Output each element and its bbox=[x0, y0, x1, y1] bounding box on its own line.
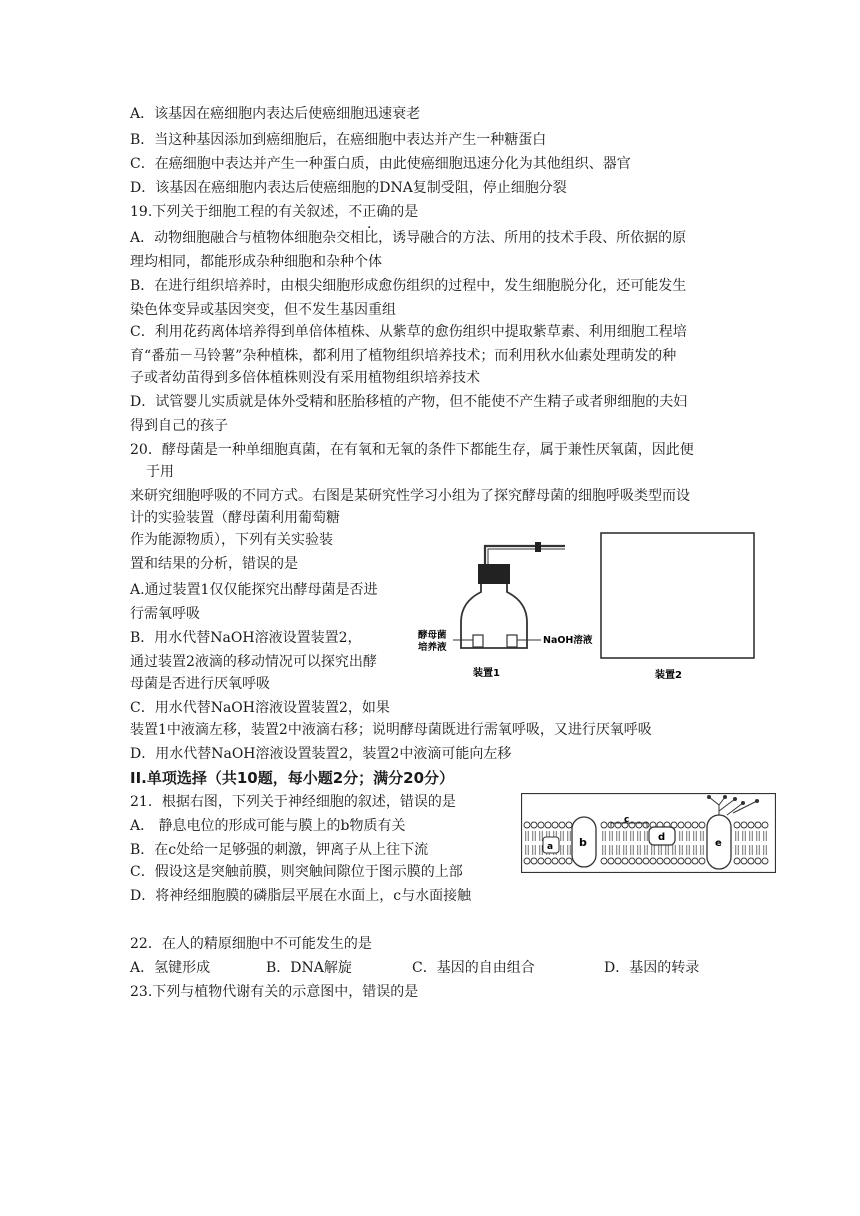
sugar-dot bbox=[723, 795, 727, 799]
phospholipid-head bbox=[545, 822, 551, 828]
phospholipid-head bbox=[699, 822, 705, 828]
phospholipid-head bbox=[734, 858, 740, 864]
q21-stem: 21．根据右图，下列关于神经细胞的叙述，错误的是 bbox=[130, 794, 456, 810]
q20-option-c-line1: C．用水代替NaOH溶液设置装置2，如果 bbox=[130, 700, 390, 716]
q22-option-d: D．基因的转录 bbox=[604, 960, 700, 976]
phospholipid-head bbox=[762, 858, 768, 864]
q21-option-d: D．将神经细胞膜的磷脂层平展在水面上，c与水面接触 bbox=[130, 888, 472, 904]
phospholipid-head bbox=[755, 858, 761, 864]
label-e: e bbox=[715, 838, 722, 849]
q20-stem-line1: 20．酵母菌是一种单细胞真菌，在有氧和无氧的条件下都能生存，属于兼性厌氧菌，因此便 bbox=[130, 442, 694, 458]
label-c: c bbox=[624, 815, 630, 825]
phospholipid-head bbox=[545, 858, 551, 864]
phospholipid-head bbox=[643, 858, 649, 864]
phospholipid-head bbox=[671, 858, 677, 864]
phospholipid-head bbox=[552, 822, 558, 828]
q20-option-a-line2: 行需氧呼吸 bbox=[130, 606, 200, 622]
q19-line: 育“番茄－马铃薯”杂种植株，都利用了植物组织培养技术；而利用秋水仙素处理萌发的种 bbox=[130, 348, 677, 364]
q20-stem-line4: 计的实验装置（酵母菌利用葡萄糖 bbox=[130, 510, 340, 526]
phospholipid-head bbox=[692, 858, 698, 864]
phospholipid-head bbox=[692, 822, 698, 828]
phospholipid-head bbox=[566, 822, 572, 828]
phospholipid-head bbox=[566, 858, 572, 864]
phospholipid-head bbox=[685, 822, 691, 828]
naoh-label: NaOH溶液 bbox=[543, 635, 593, 646]
phospholipid-head bbox=[678, 858, 684, 864]
phospholipid-head bbox=[524, 822, 530, 828]
q18-option-c: C．在癌细胞中表达并产生一种蛋白质，由此使癌细胞迅速分化为其他组织、器官 bbox=[130, 156, 631, 172]
q20-stem-line3: 来研究细胞呼吸的不同方式。右图是某研究性学习小组为了探究酵母菌的细胞呼吸类型而设 bbox=[130, 488, 690, 504]
q21-option-b: B．在c处给一足够强的刺激，钾离子从上往下流 bbox=[130, 842, 429, 858]
phospholipid-head bbox=[531, 822, 537, 828]
q22-option-b: B．DNA解旋 bbox=[266, 960, 352, 976]
q19-line: 理均相同，都能形成杂种细胞和杂种个体 bbox=[130, 254, 382, 270]
q18-option-d: D．该基因在癌细胞内表达后使癌细胞的DNA复制受阻，停止细胞分裂 bbox=[130, 180, 567, 196]
apparatus-2-caption: 装置2 bbox=[655, 670, 682, 681]
yeast-apparatus-figure bbox=[415, 530, 760, 685]
apparatus-1-caption: 装置1 bbox=[473, 668, 500, 679]
q18-option-a: A．该基因在癌细胞内表达后使癌细胞迅速衰老 bbox=[130, 106, 421, 122]
phospholipid-head bbox=[622, 858, 628, 864]
phospholipid-head bbox=[734, 822, 740, 828]
phospholipid-head bbox=[650, 858, 656, 864]
q21-option-a: A． 静息电位的形成可能与膜上的b物质有关 bbox=[130, 818, 406, 834]
phospholipid-head bbox=[601, 822, 607, 828]
q19-line: A．动物细胞融合与植物体细胞杂交相比，诱导融合的方法、所用的技术手段、所依据的原 bbox=[130, 230, 687, 246]
q19-line: D．试管婴儿实质就是体外受精和胚胎移植的产物，但不能使不产生精子或者卵细胞的夫妇 bbox=[130, 394, 688, 410]
q23-stem: 23.下列与植物代谢有关的示意图中，错误的是 bbox=[130, 984, 419, 1000]
phospholipid-head bbox=[552, 858, 558, 864]
phospholipid-head bbox=[608, 858, 614, 864]
phospholipid-head bbox=[678, 822, 684, 828]
q19-line: 子或者幼苗得到多倍体植株则没有采用植物组织培养技术 bbox=[130, 370, 480, 386]
label-a: a bbox=[547, 842, 554, 852]
phospholipid-head bbox=[538, 858, 544, 864]
sugar-dot bbox=[733, 797, 737, 801]
sugar-dot bbox=[755, 799, 759, 803]
sugar-dot bbox=[741, 801, 745, 805]
phospholipid-head bbox=[664, 858, 670, 864]
phospholipid-head bbox=[685, 858, 691, 864]
q19-line: 染色体变异或基因突变，但不发生基因重组 bbox=[130, 302, 396, 318]
q19-stem-pre: 19.下列关于细胞工程的有关叙述， bbox=[130, 204, 349, 220]
phospholipid-head bbox=[762, 822, 768, 828]
q20-stem-line2: 于用 bbox=[146, 464, 174, 480]
cell-membrane-figure bbox=[521, 793, 776, 873]
q20-option-b-line3: 母菌是否进行厌氧呼吸 bbox=[130, 676, 270, 692]
phospholipid-head bbox=[755, 822, 761, 828]
q19-line: 得到自己的孩子 bbox=[130, 418, 228, 434]
phospholipid-head bbox=[748, 858, 754, 864]
q19-line: C．利用花药离体培养得到单倍体植株、从紫草的愈伤组织中提取紫草素、利用细胞工程培 bbox=[130, 324, 687, 340]
q19-stem-post: 的是 bbox=[390, 204, 419, 220]
culture-label-line1: 酵母菌 bbox=[418, 630, 447, 641]
sugar-dot bbox=[707, 795, 711, 799]
q20-stem-line6: 置和结果的分析，错误的是 bbox=[130, 556, 298, 572]
q20-option-d: D．用水代替NaOH溶液设置装置2，装置2中液滴可能向左移 bbox=[130, 746, 512, 762]
label-b: b bbox=[579, 836, 587, 849]
q20-option-a-line1: A.通过装置1仅仅能探究出酵母菌是否进 bbox=[130, 582, 378, 598]
q19-stem-emphasis: 不正确 bbox=[348, 204, 391, 220]
q19-stem bbox=[130, 202, 418, 222]
phospholipid-head bbox=[615, 858, 621, 864]
phospholipid-head bbox=[531, 858, 537, 864]
q20-option-c-line2: 装置1中液滴左移，装置2中液滴右移；说明酵母菌既进行需氧呼吸，又进行厌氧呼吸 bbox=[130, 722, 652, 738]
q21-option-c: C．假设这是突触前膜，则突触间隙位于图示膜的上部 bbox=[130, 864, 463, 880]
culture-label-line2: 培养液 bbox=[418, 642, 447, 653]
phospholipid-head bbox=[636, 858, 642, 864]
phospholipid-head bbox=[629, 858, 635, 864]
q20-option-b-line1: B．用水代替NaOH溶液设置装置2， bbox=[130, 630, 362, 646]
phospholipid-head bbox=[601, 858, 607, 864]
phospholipid-head bbox=[559, 858, 565, 864]
phospholipid-head bbox=[741, 858, 747, 864]
q18-option-b: B．当这种基因添加到癌细胞后，在癌细胞中表达并产生一种糖蛋白 bbox=[130, 132, 547, 148]
q19-line: B．在进行组织培养时，由根尖细胞形成愈伤组织的过程中，发生细胞脱分化，还可能发生 bbox=[130, 278, 687, 294]
section-heading: II.单项选择（共10题，每小题2分；满分20分） bbox=[130, 769, 455, 787]
phospholipid-head bbox=[657, 858, 663, 864]
phospholipid-head bbox=[538, 822, 544, 828]
phospholipid-head bbox=[748, 822, 754, 828]
q22-stem: 22．在人的精原细胞中不可能发生的是 bbox=[130, 936, 372, 952]
phospholipid-head bbox=[699, 858, 705, 864]
label-d: d bbox=[658, 832, 666, 843]
phospholipid-head bbox=[559, 822, 565, 828]
q20-stem-line5: 作为能源物质），下列有关实验装 bbox=[130, 532, 333, 548]
q20-option-b-line2: 通过装置2液滴的移动情况可以探究出酵 bbox=[130, 654, 377, 670]
q22-option-c: C．基因的自由组合 bbox=[412, 960, 535, 976]
phospholipid-head bbox=[524, 858, 530, 864]
q22-option-a: A．氢键形成 bbox=[130, 960, 211, 976]
phospholipid-head bbox=[741, 822, 747, 828]
